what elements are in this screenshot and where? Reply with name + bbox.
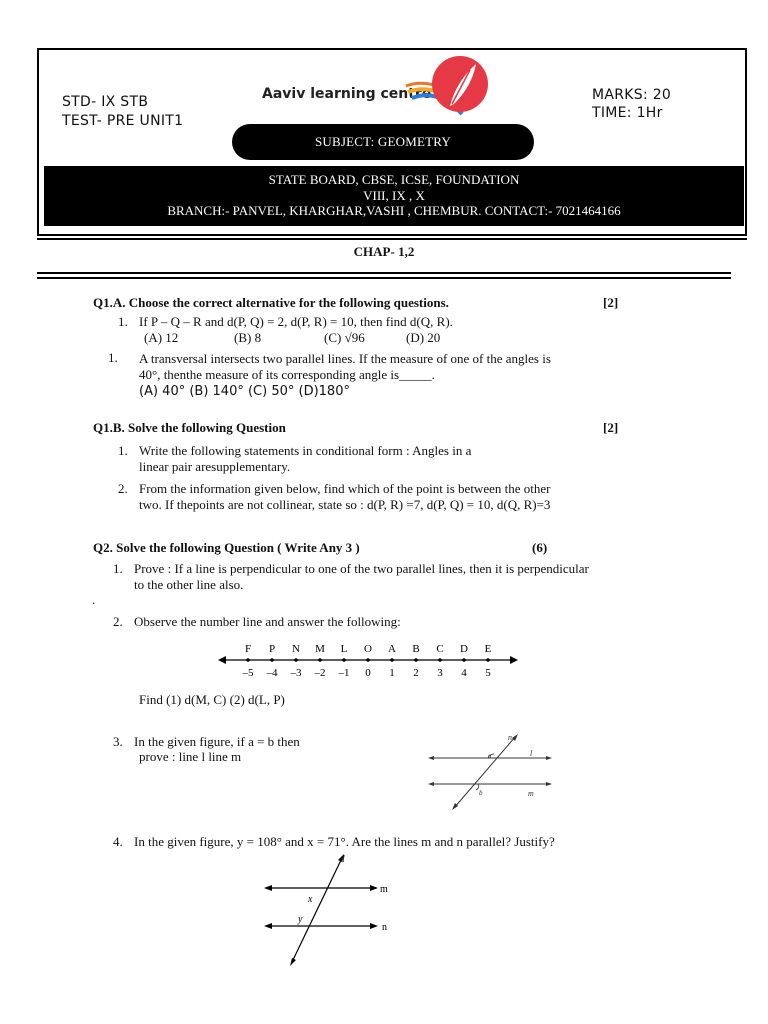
- fig1-label-a: a: [488, 752, 492, 760]
- number-line: [218, 638, 518, 682]
- q1b-item1-number: 1.: [118, 443, 128, 458]
- marks-label: MARKS: 20: [592, 87, 672, 103]
- q1a-item2-line2: 40°, thenthe measure of its corresponding angle is_____.: [139, 367, 435, 382]
- number-line-value: 2: [413, 667, 419, 679]
- q1b-item2-line2: two. If thepoints are not collinear, state so : d(P, R) =7, d(P, Q) = 10, d(Q, R)=3: [139, 497, 551, 512]
- number-line-letter: B: [412, 643, 420, 655]
- q1a-item2-line1: A transversal intersects two parallel lines. If the measure of one of the angles is: [139, 351, 551, 366]
- fig2-label-m: m: [380, 884, 388, 895]
- number-line-letter: E: [484, 643, 492, 655]
- q1a-marks: [2]: [603, 295, 619, 310]
- q2-item3-line2: prove : line l line m: [139, 749, 242, 764]
- q2-item2-text: Observe the number line and answer the following:: [134, 614, 401, 629]
- q2-item4-number: 4.: [113, 834, 123, 849]
- number-line-letter: L: [340, 643, 348, 655]
- number-line-letter: N: [292, 643, 300, 655]
- stray-dot: .: [92, 592, 96, 607]
- fig2-label-x: x: [308, 894, 313, 905]
- board-line-2: VIII, IX , X: [363, 187, 425, 203]
- q1a-item1-number: 1.: [118, 314, 128, 329]
- number-line-letter: M: [315, 643, 325, 655]
- q1a-item1-option-c: (C) √96: [324, 330, 365, 345]
- test-label: TEST- PRE UNIT1: [62, 113, 184, 129]
- q1a-item1-option-d: (D) 20: [406, 330, 441, 345]
- number-line-point: [270, 658, 274, 662]
- subject-pill: [232, 124, 534, 160]
- number-line-value: –1: [338, 667, 350, 679]
- number-line-point: [486, 658, 490, 662]
- number-line-point: [246, 658, 250, 662]
- q1a-item1-text: If P – Q – R and d(P, Q) = 2, d(P, R) = 10, then find d(Q, R).: [139, 314, 453, 329]
- fig1-label-b: b: [479, 789, 483, 797]
- q2-item4-text: In the given figure, y = 108° and x = 71°. Are the lines m and n parallel? Justify?: [134, 834, 555, 849]
- number-line-letter: O: [364, 643, 372, 655]
- number-line-letter: F: [244, 643, 252, 655]
- q1b-heading: Q1.B. Solve the following Question: [93, 420, 286, 435]
- number-line-value: –3: [290, 667, 302, 679]
- fig2-transversal-l: [292, 858, 342, 962]
- fig1-transversal-n: [454, 736, 516, 808]
- q1b-item1-line1: Write the following statements in conditional form : Angles in a: [139, 443, 472, 458]
- number-line-letter: P: [268, 643, 276, 655]
- q2-item3-number: 3.: [113, 734, 123, 749]
- q1a-item1-option-b: (B) 8: [234, 330, 262, 345]
- time-label: TIME: 1Hr: [592, 105, 663, 121]
- q2-heading: Q2. Solve the following Question ( Write Any 3 ): [93, 540, 360, 555]
- fig1-label-n: n: [508, 733, 512, 742]
- number-line-value: 0: [365, 667, 371, 679]
- subject-label: SUBJECT: GEOMETRY: [314, 134, 451, 149]
- q1a-item2-number: 1.: [108, 350, 118, 365]
- logo-text: Aaviv learning centre: [262, 86, 432, 102]
- branch-contact-line: BRANCH:- PANVEL, KHARGHAR,VASHI , CHEMBUR. CONTACT:- 7021464166: [167, 203, 621, 218]
- q1b-marks: [2]: [603, 420, 619, 435]
- feather-logo-icon: [404, 52, 496, 120]
- number-line-value: 4: [461, 667, 467, 679]
- number-line-value: –4: [266, 667, 278, 679]
- board-bar: [44, 166, 744, 226]
- number-line-letter: C: [436, 643, 444, 655]
- q2-item1-line2: to the other line also.: [134, 577, 244, 592]
- number-line-point: [462, 658, 466, 662]
- fig1-label-m: m: [528, 789, 534, 798]
- number-line-right-arrow-icon: [510, 656, 518, 664]
- fig2-label-n: n: [382, 922, 387, 933]
- header-divider: [37, 238, 747, 240]
- q1a-heading: Q1.A. Choose the correct alternative for the following questions.: [93, 295, 449, 310]
- divider-rule-2: [37, 277, 731, 279]
- parallel-lines-figure-2: [262, 848, 402, 966]
- number-line-left-arrow-icon: [218, 656, 226, 664]
- q1b-item1-line2: linear pair aresupplementary.: [139, 459, 291, 474]
- q1b-item2-line1: From the information given below, find which of the point is between the other: [139, 481, 551, 496]
- q2-item1-number: 1.: [113, 561, 123, 576]
- board-line-1: STATE BOARD, CBSE, ICSE, FOUNDATION: [268, 172, 520, 187]
- chapter-label: CHAP- 1,2: [353, 244, 415, 259]
- number-line-point: [390, 658, 394, 662]
- q2-item2-number: 2.: [113, 614, 123, 629]
- number-line-point: [342, 658, 346, 662]
- q1b-item2-number: 2.: [118, 481, 128, 496]
- number-line-value: –2: [314, 667, 326, 679]
- number-line-point: [318, 658, 322, 662]
- parallel-lines-figure-1: [424, 730, 556, 812]
- number-line-point: [414, 658, 418, 662]
- number-line-value: –5: [242, 667, 254, 679]
- fig2-label-l: l: [342, 854, 345, 865]
- q1a-item2-options: (A) 40° (B) 140° (C) 50° (D)180°: [139, 384, 350, 399]
- q2-marks: (6): [532, 540, 548, 555]
- fig1-label-l: l: [530, 749, 533, 758]
- number-line-letter: D: [460, 643, 468, 655]
- number-line-point: [294, 658, 298, 662]
- number-line-letter: A: [388, 643, 396, 655]
- number-line-point: [438, 658, 442, 662]
- q2-item2-find: Find (1) d(M, C) (2) d(L, P): [139, 692, 285, 707]
- q2-item1-line1: Prove : If a line is perpendicular to one of the two parallel lines, then it is perpendicular: [134, 561, 589, 576]
- fig2-label-y: y: [298, 914, 303, 925]
- number-line-value: 1: [389, 667, 395, 679]
- divider-rule-1: [37, 272, 731, 274]
- number-line-value: 3: [437, 667, 443, 679]
- q2-item3-line1: In the given figure, if a = b then: [134, 734, 300, 749]
- std-label: STD- IX STB: [62, 94, 149, 110]
- q1a-item1-option-a: (A) 12: [144, 330, 179, 345]
- number-line-value: 5: [485, 667, 491, 679]
- number-line-point: [366, 658, 370, 662]
